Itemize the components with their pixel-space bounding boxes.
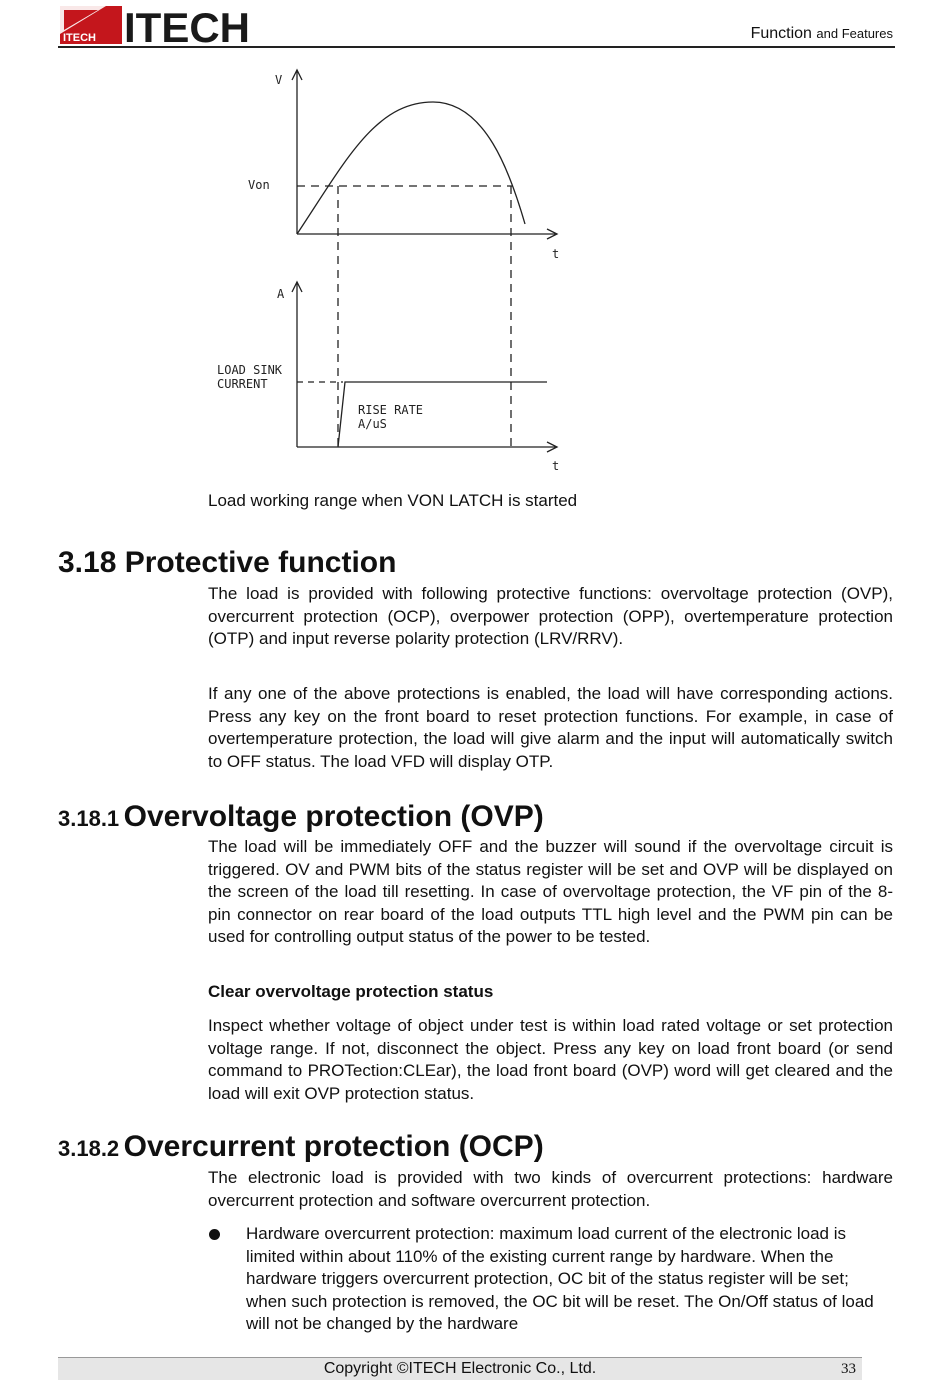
paragraph-protections-list: The load is provided with following protective functions: overvoltage protection (OVP), overcurrent protection (OCP), overpower protection (OPP), overtemperature protection (OTP) and input reverse polarity protection (LRV/RRV). xyxy=(208,584,893,648)
itech-logo xyxy=(58,4,298,46)
t-label-top: t xyxy=(552,247,560,261)
paragraph-clear-ovp: Inspect whether voltage of object under test is within load rated voltage or set protection voltage range. If not, disconnect the object. Press any key on load front board (or send command to PROTection:CLEar), the load front board (OVP) word will get cleared and the load will exit OVP protection status. xyxy=(208,1016,893,1103)
bullet-hardware-ocp: Hardware overcurrent protection: maximum load current of the electronic load is limited within about 110% of the existing current range by hardware. When the hardware triggers overcurrent protection, OC bit of the status register will be set; when such protection is removed, the OC bit will be reset. The On/Off status of load will not be changed by the hardware xyxy=(246,1224,874,1333)
figure-caption: Load working range when VON LATCH is started xyxy=(208,491,578,510)
heading-3-18-1 xyxy=(58,800,544,834)
a-axis-label: A xyxy=(277,287,285,301)
svg-text:ITECH: ITECH xyxy=(63,32,96,44)
subheading-clear-ovp: Clear overvoltage protection status xyxy=(208,982,494,1001)
heading-3-18-1-number: 3.18.1 xyxy=(58,806,120,831)
rise-rate-label-line2: A/uS xyxy=(358,417,387,431)
heading-3-18-2-title: Overcurrent protection (OCP) xyxy=(123,1130,544,1163)
header-section-word: Function xyxy=(750,25,812,42)
load-sink-label-line1: LOAD SINK xyxy=(217,363,283,377)
bullet-marker xyxy=(209,1229,220,1240)
footer-copyright: Copyright ©ITECH Electronic Co., Ltd. xyxy=(323,1360,597,1377)
paragraph-ovp-description: The load will be immediately OFF and the buzzer will sound if the overvoltage circuit is triggered. OV and PWM bits of the status register will be set and OVP will be displayed on the screen of the load till resetting. In case of overvoltage protection, the VF pin of the 8-pin connector on rear board of the load outputs TTL high level and the PWM pin can be used for controlling output status of the power to be tested. xyxy=(208,837,893,946)
paragraph-ocp-intro: The electronic load is provided with two kinds of overcurrent protections: hardware overcurrent protection and software overcurrent protection. xyxy=(208,1168,893,1210)
page-number: 33 xyxy=(841,1361,856,1377)
voltage-curve xyxy=(297,102,525,234)
logo-wordmark: ITECH xyxy=(124,4,250,46)
von-label: Von xyxy=(248,178,270,192)
header-section-title xyxy=(751,25,893,43)
header-divider xyxy=(58,46,895,48)
paragraph-protection-actions: If any one of the above protections is enabled, the load will have corresponding actions. Press any key on the front board to reset protection functions. For example, in case of overtemperature protection, the load will give alarm and the input will automatically switch to OFF status. The load VFD will display OTP. xyxy=(208,684,893,771)
t-label-bottom: t xyxy=(552,459,560,473)
load-sink-label-line2: CURRENT xyxy=(217,377,268,391)
rise-rate-label-line1: RISE RATE xyxy=(358,403,424,417)
von-latch-diagram xyxy=(205,62,575,477)
page-footer xyxy=(58,1357,862,1380)
heading-3-18-2-number: 3.18.2 xyxy=(58,1136,120,1161)
header-section-rest: and Features xyxy=(816,26,893,41)
heading-3-18-2 xyxy=(58,1130,544,1164)
heading-3-18: 3.18 Protective function xyxy=(58,546,397,579)
v-axis-label: V xyxy=(275,73,283,87)
heading-3-18-1-title: Overvoltage protection (OVP) xyxy=(123,800,544,833)
